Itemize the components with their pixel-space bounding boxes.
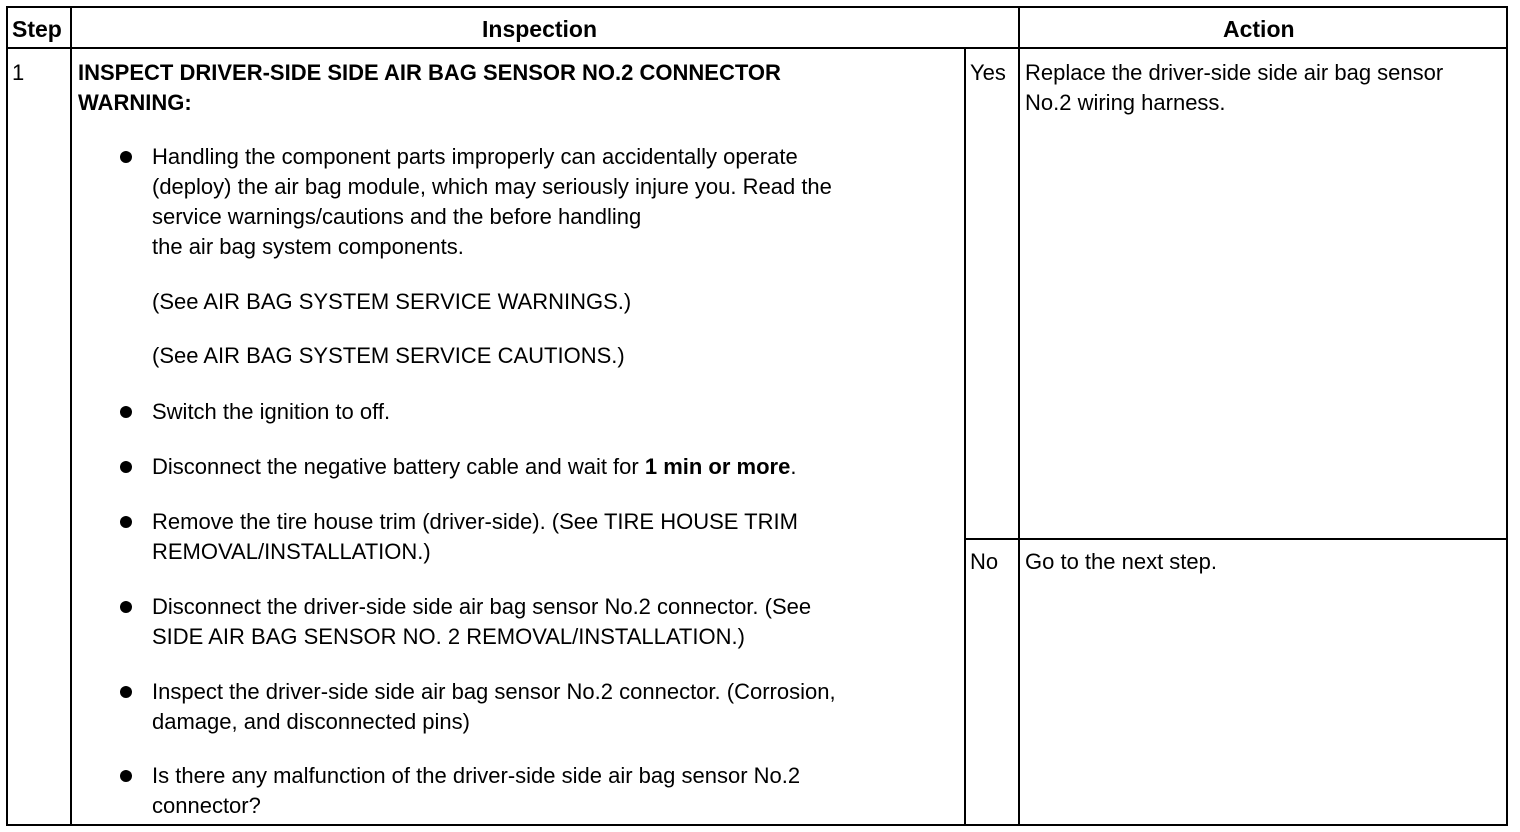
bullet-text-line: Inspect the driver-side side air bag sensor No.2 connector. (Corrosion, [152, 679, 836, 704]
step-number: 1 [12, 60, 25, 85]
bullet-icon [120, 601, 132, 613]
bullet-item-disconnect-battery [152, 452, 796, 482]
yes-no-divider [964, 538, 1508, 540]
header-inspection: Inspection [482, 16, 598, 42]
step-column-divider [70, 6, 72, 826]
bullet-text-line: Disconnect the driver-side side air bag sensor No.2 connector. (See [152, 594, 812, 619]
bullet-text-line: SIDE AIR BAG SENSOR NO. 2 REMOVAL/INSTALLATION.) [152, 624, 745, 649]
action-yes-line: Replace the driver-side side air bag sensor [1025, 60, 1444, 85]
header-step: Step [12, 16, 62, 42]
bullet-text-line: the air bag system components. [152, 234, 464, 259]
bullet-icon [120, 151, 132, 163]
bullet-text-line: connector? [152, 793, 261, 818]
bullet-text-line: service warnings/cautions and the before handling [152, 204, 642, 229]
answer-no: No [970, 549, 999, 574]
header-divider [6, 47, 1508, 49]
bullet-icon [120, 686, 132, 698]
inspection-title: INSPECT DRIVER-SIDE SIDE AIR BAG SENSOR NO.2 CONNECTOR [78, 60, 781, 85]
see-cautions-note: (See AIR BAG SYSTEM SERVICE CAUTIONS.) [152, 343, 625, 368]
bullet-emphasis: 1 min or more [644, 454, 791, 479]
bullet-text: Disconnect the negative battery cable and wait for [152, 454, 645, 479]
bullet-text-line: Remove the tire house trim (driver-side). (See TIRE HOUSE TRIM [152, 509, 798, 534]
answer-column-divider [964, 47, 966, 826]
bullet-icon [120, 770, 132, 782]
bullet-text-line: REMOVAL/INSTALLATION.) [152, 539, 431, 564]
bullet-icon [120, 406, 132, 418]
answer-yes: Yes [970, 60, 1006, 85]
header-action: Action [1223, 16, 1295, 42]
action-yes-line: No.2 wiring harness. [1025, 90, 1226, 115]
warning-label: WARNING: [78, 90, 192, 115]
bullet-icon [120, 516, 132, 528]
bullet-text-line: damage, and disconnected pins) [152, 709, 470, 734]
bullet-item-ignition-off: Switch the ignition to off. [152, 399, 391, 424]
bullet-text-line: Is there any malfunction of the driver-side side air bag sensor No.2 [152, 763, 801, 788]
bullet-text: . [790, 454, 797, 479]
see-warnings-note: (See AIR BAG SYSTEM SERVICE WARNINGS.) [152, 289, 632, 314]
bullet-text-line: Handling the component parts improperly can accidentally operate [152, 144, 798, 169]
bullet-text-line: (deploy) the air bag module, which may seriously injure you. Read the [152, 174, 832, 199]
inspection-action-divider [1018, 6, 1020, 826]
action-no: Go to the next step. [1025, 549, 1218, 574]
bullet-icon [120, 461, 132, 473]
